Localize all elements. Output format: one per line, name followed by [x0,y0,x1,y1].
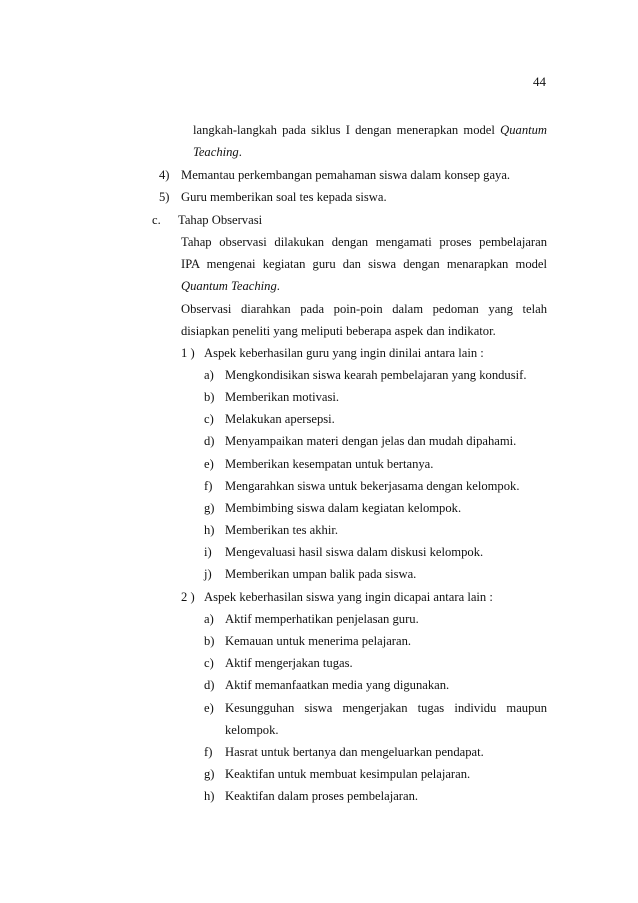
para2-line-1: Observasi diarahkan pada poin-poin dalam pedoman yang telah [181,302,547,316]
aspect-1-item-h: Memberikan tes akhir. [225,523,338,537]
aspect-1-item-f-label: f) [204,479,213,493]
aspect-2-item-f: Hasrat untuk bertanya dan mengeluarkan pendapat. [225,745,484,759]
section-c-title: Tahap Observasi [178,213,263,227]
para1-line-1: Tahap observasi dilakukan dengan mengamati proses pembelajaran [181,235,547,249]
aspect-2-item-g-label: g) [204,767,215,781]
aspect-2-item-g: Keaktifan untuk membuat kesimpulan pelajaran. [225,767,471,781]
aspect-1-title: Aspek keberhasilan guru yang ingin dinilai antara lain : [204,346,484,360]
aspect-2-item-e-continued: kelompok. [225,723,279,737]
para1-line-2: IPA mengenai kegiatan guru dan siswa dengan menarapkan model [181,257,547,271]
aspect-2-item-e-label: e) [204,701,214,715]
aspect-1-item-e: Memberikan kesempatan untuk bertanya. [225,457,434,471]
continuation-line-1: langkah-langkah pada siklus I dengan menerapkan model Quantum [193,123,548,137]
aspect-1-item-h-label: h) [204,523,215,537]
aspect-2-item-d-label: d) [204,678,215,692]
aspect-2-item-b-label: b) [204,634,215,648]
aspect-2-item-h: Keaktifan dalam proses pembelajaran. [225,789,419,803]
step-5-text: Guru memberikan soal tes kepada siswa. [181,190,387,204]
section-c-label: c. [152,213,161,227]
aspect-1-item-d-label: d) [204,434,215,448]
aspect-2-item-a: Aktif memperhatikan penjelasan guru. [225,612,419,626]
aspect-1-item-g-label: g) [204,501,215,515]
aspect-2-item-a-label: a) [204,612,214,626]
aspect-1-item-j: Memberikan umpan balik pada siswa. [225,567,417,581]
aspect-2-item-b: Kemauan untuk menerima pelajaran. [225,634,412,648]
step-5-label: 5) [159,190,170,204]
aspect-1-item-j-label: j) [204,567,212,581]
aspect-1-item-a: Mengkondisikan siswa kearah pembelajaran yang kondusif. [225,368,527,382]
continuation-line-2: Teaching. [193,145,242,159]
aspect-1-item-c: Melakukan apersepsi. [225,412,335,426]
aspect-1-item-c-label: c) [204,412,214,426]
aspect-2-label: 2 ) [181,590,195,604]
aspect-1-item-a-label: a) [204,368,214,382]
step-4-text: Memantau perkembangan pemahaman siswa dalam konsep gaya. [181,168,511,182]
aspect-1-item-d: Menyampaikan materi dengan jelas dan mudah dipahami. [225,434,517,448]
aspect-1-label: 1 ) [181,346,195,360]
aspect-2-item-d: Aktif memanfaatkan media yang digunakan. [225,678,450,692]
aspect-1-item-i: Mengevaluasi hasil siswa dalam diskusi kelompok. [225,545,484,559]
page-number: 44 [533,74,546,89]
para1-line-3: Quantum Teaching. [181,279,280,293]
aspect-1-item-b-label: b) [204,390,215,404]
aspect-1-item-e-label: e) [204,457,214,471]
aspect-1-item-g: Membimbing siswa dalam kegiatan kelompok. [225,501,462,515]
aspect-2-item-h-label: h) [204,789,215,803]
para2-line-2: disiapkan peneliti yang meliputi beberapa aspek dan indikator. [181,324,496,338]
aspect-2-item-c: Aktif mengerjakan tugas. [225,656,353,670]
aspect-2-item-f-label: f) [204,745,213,759]
aspect-1-item-b: Memberikan motivasi. [225,390,340,404]
aspect-2-item-e: Kesungguhan siswa mengerjakan tugas individu maupun [225,701,547,715]
step-4-label: 4) [159,168,170,182]
aspect-2-item-c-label: c) [204,656,214,670]
aspect-2-title: Aspek keberhasilan siswa yang ingin dicapai antara lain : [204,590,493,604]
aspect-1-item-f: Mengarahkan siswa untuk bekerjasama dengan kelompok. [225,479,520,493]
aspect-1-item-i-label: i) [204,545,212,559]
